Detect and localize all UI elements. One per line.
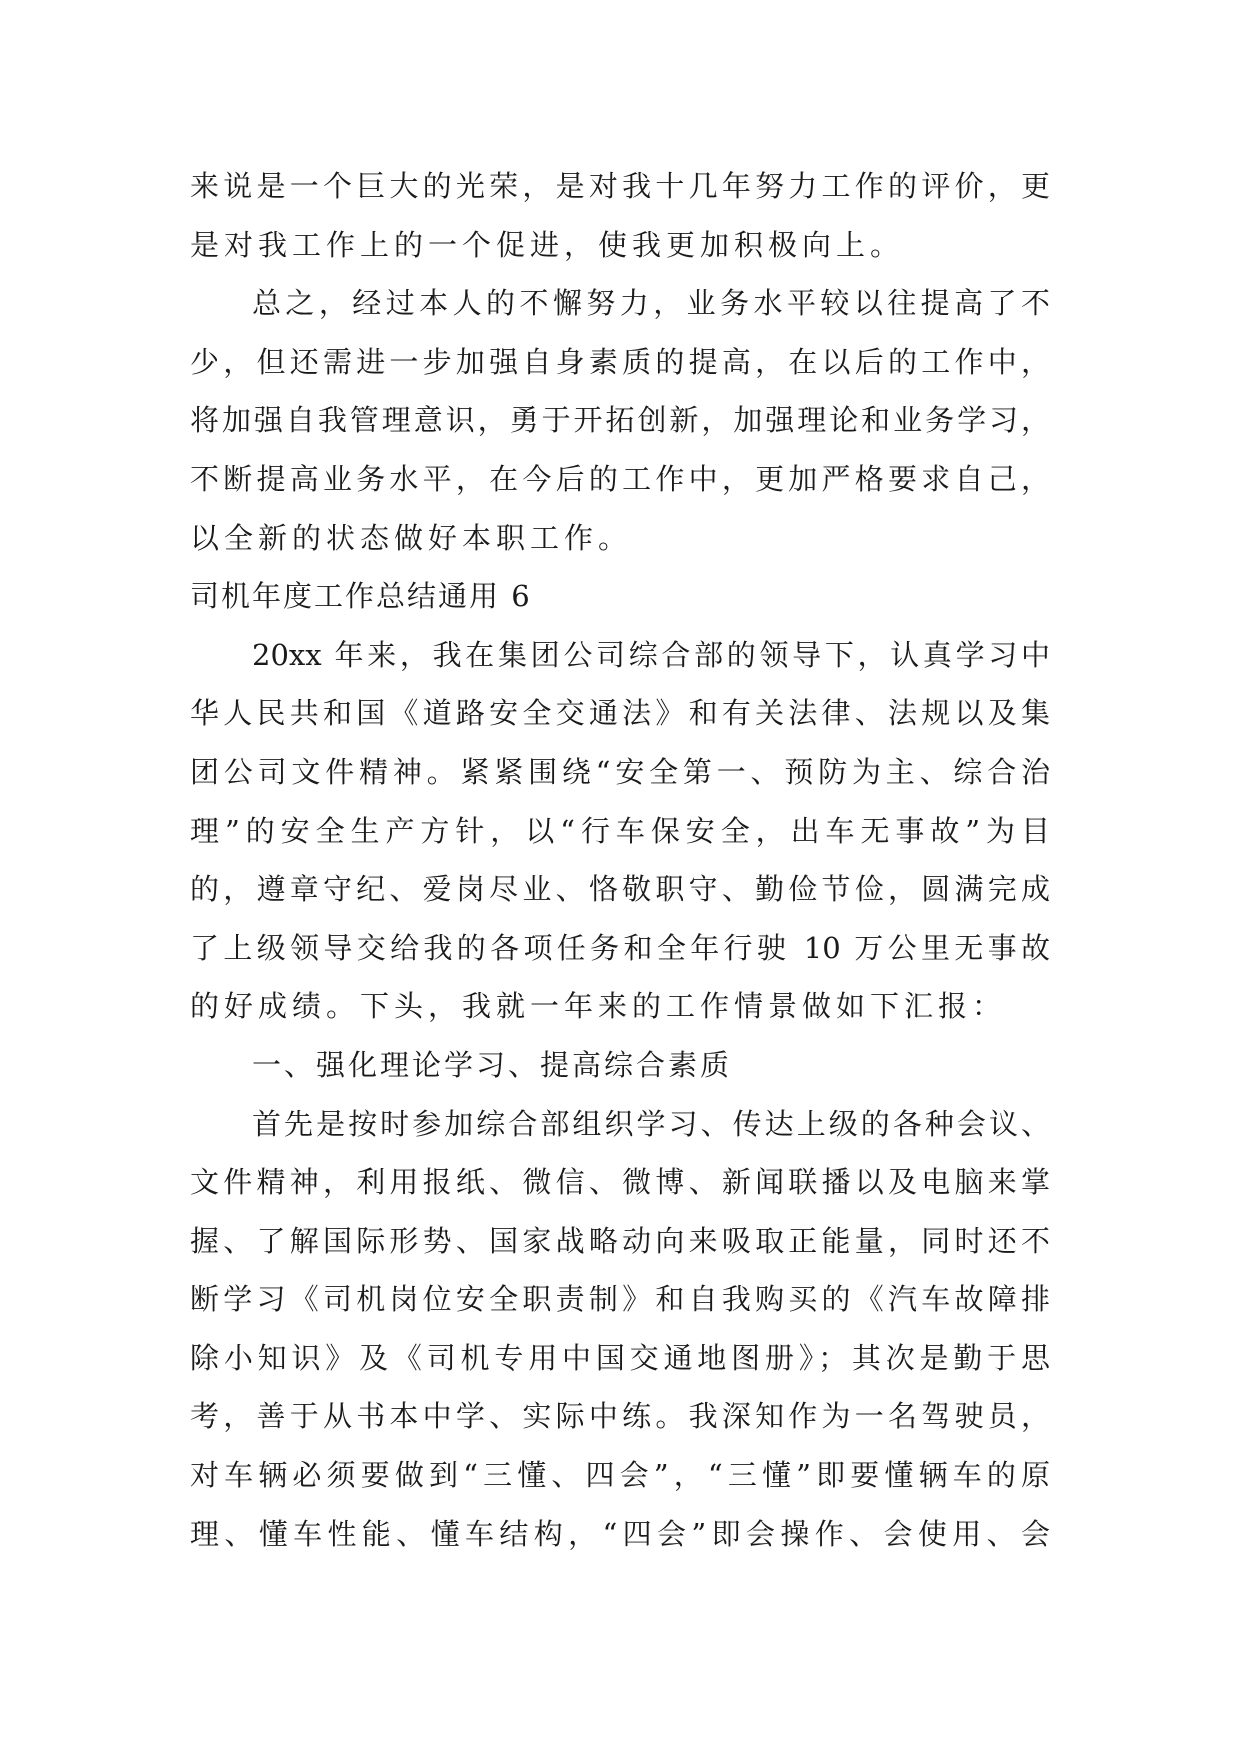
- text-line: 来说是一个巨大的光荣，是对我十几年努力工作的评价，更: [190, 169, 1050, 203]
- text-line: 首先是按时参加综合部组织学习、传达上级的各种会议、: [252, 1106, 1050, 1141]
- text-line: 理”的安全生产方针，以“行车保安全，出车无事故”为目: [190, 813, 1050, 848]
- text-line: 考，善于从书本中学、实际中练。我深知作为一名驾驶员，: [190, 1399, 1050, 1434]
- text-line: 总之，经过本人的不懈努力，业务水平较以往提高了不: [252, 286, 1050, 321]
- document-title: 司机年度工作总结通用 6: [190, 579, 532, 614]
- text-line: 握、了解国际形势、国家战略动向来吸取正能量，同时还不: [190, 1223, 1050, 1258]
- text-line: 将加强自我管理意识，勇于开拓创新，加强理论和业务学习，: [190, 403, 1050, 438]
- text-line: 少，但还需进一步加强自身素质的提高，在以后的工作中，: [190, 344, 1050, 379]
- paragraph-study: [190, 1095, 1050, 1564]
- text-line: 不断提高业务水平，在今后的工作中，更加严格要求自己，: [190, 461, 1050, 496]
- text-line: 的好成绩。下头，我就一年来的工作情景做如下汇报：: [190, 989, 1007, 1024]
- text-line: 团公司文件精神。紧紧围绕“安全第一、预防为主、综合治: [190, 754, 1050, 789]
- text-line: 对车辆必须要做到“三懂、四会”，“三懂”即要懂辆车的原: [190, 1458, 1050, 1493]
- text-line: 了上级领导交给我的各项任务和全年行驶 10 万公里无事故: [190, 930, 1050, 965]
- text-line: 文件精神，利用报纸、微信、微博、新闻联播以及电脑来掌: [190, 1165, 1050, 1200]
- text-line: 断学习《司机岗位安全职责制》和自我购买的《汽车故障排: [190, 1282, 1050, 1317]
- paragraph-continuation: [190, 157, 1050, 274]
- paragraph-intro: [190, 626, 1050, 1036]
- text-line: 是对我工作上的一个促进，使我更加积极向上。: [190, 227, 905, 262]
- section-heading: 一、强化理论学习、提高综合素质: [252, 1047, 733, 1082]
- text-line: 理、懂车性能、懂车结构，“四会”即会操作、会使用、会: [190, 1516, 1050, 1551]
- text-line: 华人民共和国《道路安全交通法》和有关法律、法规以及集: [190, 696, 1050, 731]
- text-line: 以全新的状态做好本职工作。: [190, 520, 633, 555]
- document-body: [190, 157, 1050, 1563]
- text-line: 20xx 年来，我在集团公司综合部的领导下，认真学习中: [252, 637, 1050, 672]
- paragraph-summary: [190, 274, 1050, 567]
- text-line: 除小知识》及《司机专用中国交通地图册》；其次是勤于思: [190, 1340, 1050, 1375]
- text-line: 的，遵章守纪、爱岗尽业、恪敬职守、勤俭节俭，圆满完成: [190, 872, 1050, 907]
